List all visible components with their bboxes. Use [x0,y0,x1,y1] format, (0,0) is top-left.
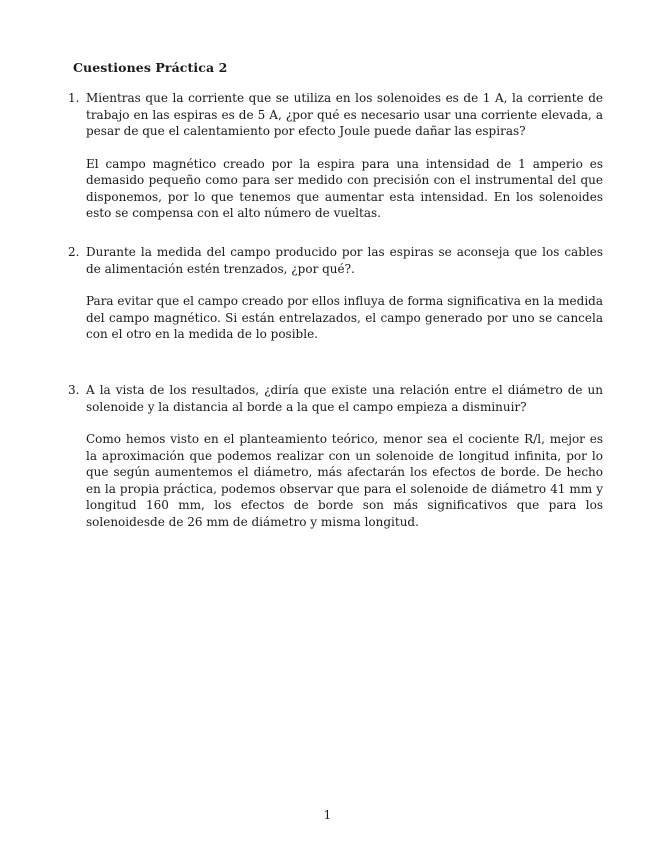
page-number: 1 [323,808,332,822]
question-text: A la vista de los resultados, ¿diría que existe una relación entre el diámetro de un solenoide y la distancia al borde a la que el campo empieza a disminuir? [86,383,603,414]
question-text: Mientras que la corriente que se utiliza en los solenoides es de 1 A, la corriente de trabajo en las espiras es de 5 A, ¿por qué es necesario usar una corriente elevada, a pesar de que el calentamiento por efecto Joule puede dañar las espiras? [86,91,603,138]
answer-text: Para evitar que el campo creado por ellos influya de forma significativa en la medida del campo magnético. Si están entrelazados, el campo generado por uno se cancela con el otro en la medida de lo posible. [86,294,603,341]
answer-text: Como hemos visto en el planteamiento teórico, menor sea el cociente R/l, mejor es la aproximación que podemos realizar con un solenoide de longitud infinita, por lo que según aumentemos el diámetro, más afectarán los efectos de borde. De hecho en la propia práctica, podemos observar que para el solenoide de diámetro 41 mm y longitud 160 mm, los efectos de borde son más significativos que para los solenoidesde de 26 mm de diámetro y misma longitud. [86,432,603,529]
page-title: Cuestiones Práctica 2 [73,60,228,75]
question-number: 1. [68,91,80,105]
question-number: 2. [68,245,80,259]
question-text: Durante la medida del campo producido por las espiras se aconseja que los cables de alimentación estén trenzados, ¿por qué?. [86,245,603,276]
question-2 [68,244,603,343]
question-3 [68,382,603,530]
question-number: 3. [68,383,80,397]
answer-text: El campo magnético creado por la espira para una intensidad de 1 amperio es demasido pequeño como para ser medido con precisión con el instrumental del que disponemos, por lo que tenemos que aumentar esta intensidad. En los solenoides esto se compensa con el alto número de vueltas. [86,156,603,220]
question-1 [68,90,603,222]
